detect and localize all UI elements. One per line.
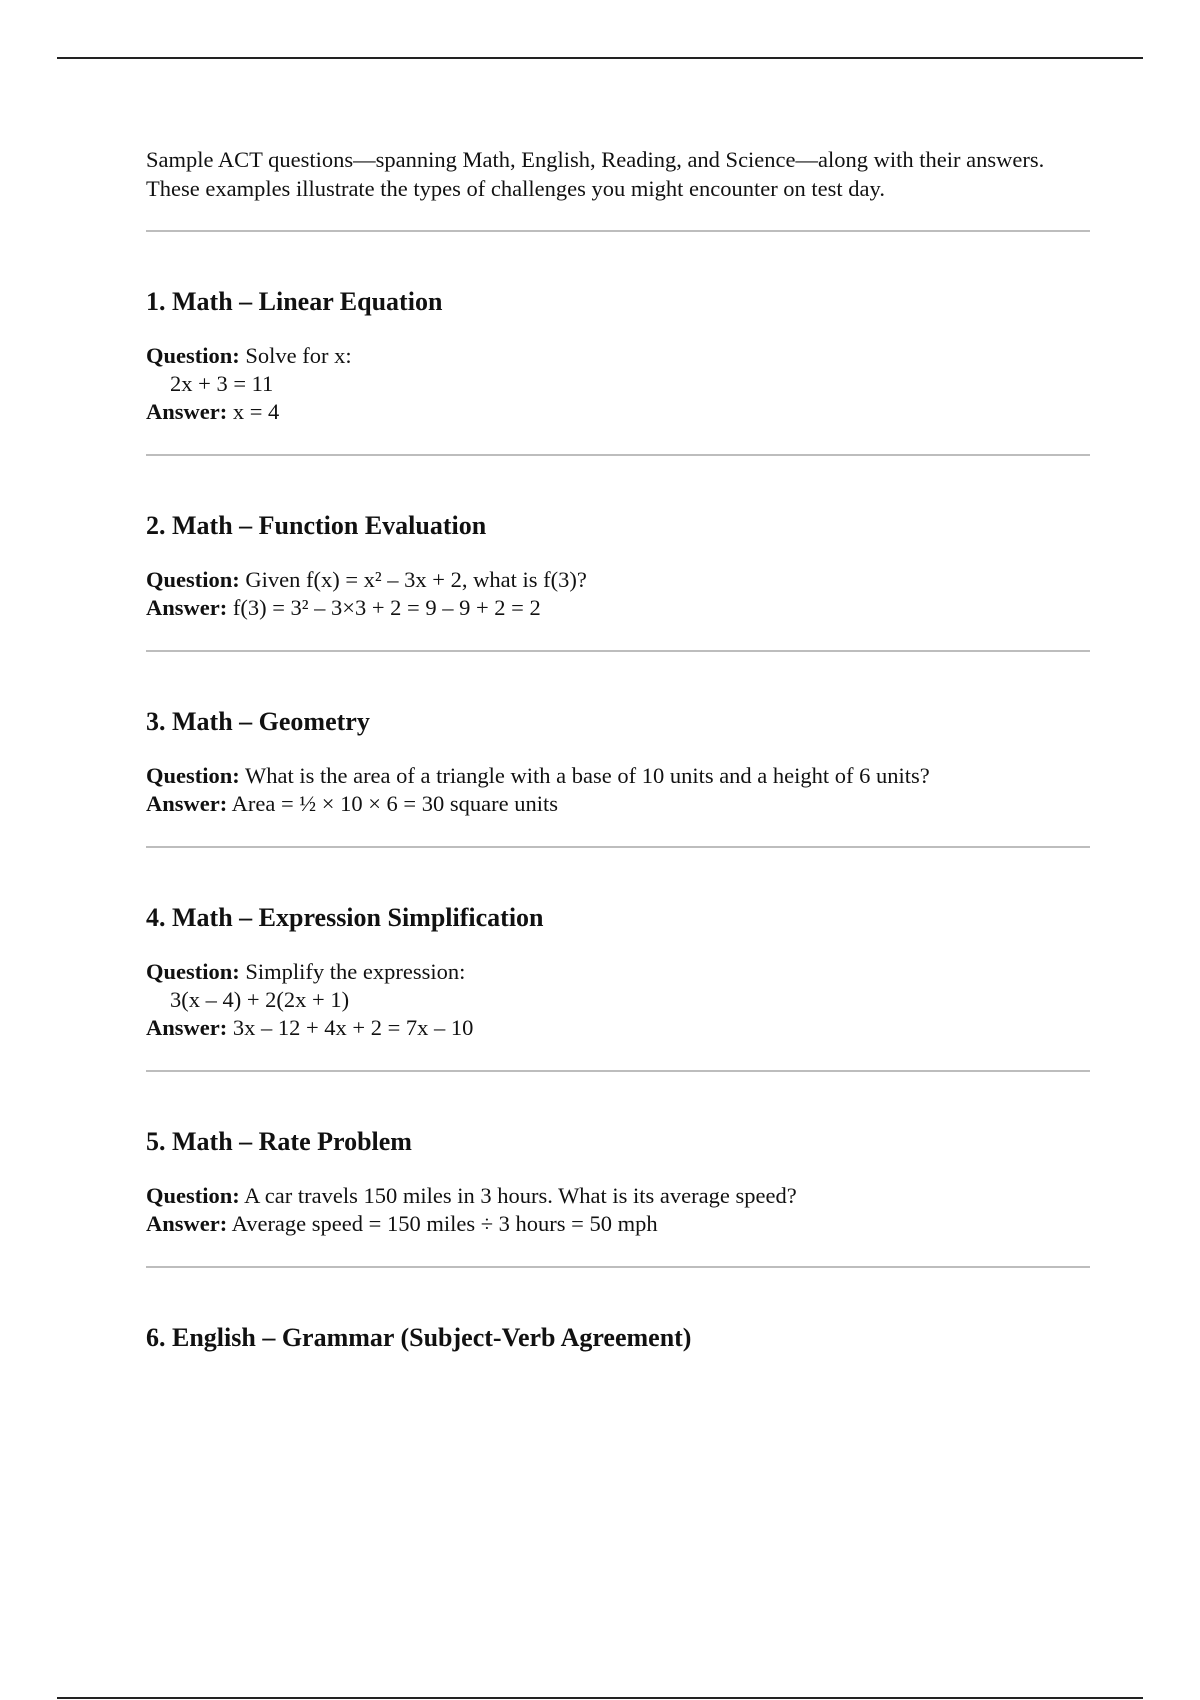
section-divider [146, 650, 1090, 652]
equation-line: 2x + 3 = 11 [170, 371, 274, 396]
question-block [146, 566, 1090, 622]
answer-line [146, 1210, 1090, 1238]
question-label: Question: [146, 343, 240, 368]
question-text: Given f(x) = x² – 3x + 2, what is f(3)? [245, 567, 587, 592]
question-block [146, 958, 1090, 1042]
document-body [146, 145, 1090, 1354]
question-label: Question: [146, 1183, 240, 1208]
answer-text: Average speed = 150 miles ÷ 3 hours = 50 mph [231, 1211, 658, 1236]
question-text: Simplify the expression: [245, 959, 466, 984]
intro-paragraph: Sample ACT questions—spanning Math, English, Reading, and Science—along with their answers. These examples illustrate the types of challenges you might encounter on test day. [146, 147, 1045, 201]
answer-line [146, 398, 1090, 426]
answer-label: Answer: [146, 1211, 228, 1236]
answer-text: 3x – 12 + 4x + 2 = 7x – 10 [232, 1015, 474, 1040]
question-section-4 [146, 902, 1090, 1072]
answer-line [146, 790, 1090, 818]
answer-label: Answer: [146, 595, 228, 620]
section-title: 3. Math – Geometry [146, 707, 370, 736]
answer-text: x = 4 [232, 399, 280, 424]
question-text: What is the area of a triangle with a base of 10 units and a height of 6 units? [244, 763, 930, 788]
answer-label: Answer: [146, 791, 228, 816]
answer-label: Answer: [146, 399, 228, 424]
question-line [146, 566, 1090, 594]
question-label: Question: [146, 567, 240, 592]
question-label: Question: [146, 959, 240, 984]
section-divider [146, 1266, 1090, 1268]
page-top-rule [57, 57, 1143, 59]
question-block [146, 342, 1090, 426]
answer-text: Area = ½ × 10 × 6 = 30 square units [231, 791, 558, 816]
question-section-3 [146, 706, 1090, 848]
section-divider [146, 454, 1090, 456]
section-divider [146, 846, 1090, 848]
section-title: 5. Math – Rate Problem [146, 1127, 412, 1156]
question-line [146, 1182, 1090, 1210]
question-block [146, 762, 1090, 818]
answer-label: Answer: [146, 1015, 228, 1040]
question-block [146, 1182, 1090, 1238]
section-divider [146, 1070, 1090, 1072]
answer-text: f(3) = 3² – 3×3 + 2 = 9 – 9 + 2 = 2 [232, 595, 541, 620]
section-title: 1. Math – Linear Equation [146, 287, 443, 316]
section-title: 4. Math – Expression Simplification [146, 903, 544, 932]
section-title: 6. English – Grammar (Subject-Verb Agreement) [146, 1323, 692, 1352]
question-line [146, 958, 1090, 986]
section-divider [146, 230, 1090, 232]
answer-line [146, 594, 1090, 622]
question-line [146, 762, 1090, 790]
question-section-6 [146, 1322, 1090, 1354]
question-text: Solve for x: [245, 343, 352, 368]
page-bottom-rule [57, 1697, 1143, 1699]
question-section-2 [146, 510, 1090, 652]
expression-line: 3(x – 4) + 2(2x + 1) [170, 987, 350, 1012]
section-title: 2. Math – Function Evaluation [146, 511, 487, 540]
question-text: A car travels 150 miles in 3 hours. What is its average speed? [244, 1183, 797, 1208]
question-section-1 [146, 286, 1090, 456]
question-section-5 [146, 1126, 1090, 1268]
question-line [146, 342, 1090, 370]
answer-line [146, 1014, 1090, 1042]
question-label: Question: [146, 763, 240, 788]
